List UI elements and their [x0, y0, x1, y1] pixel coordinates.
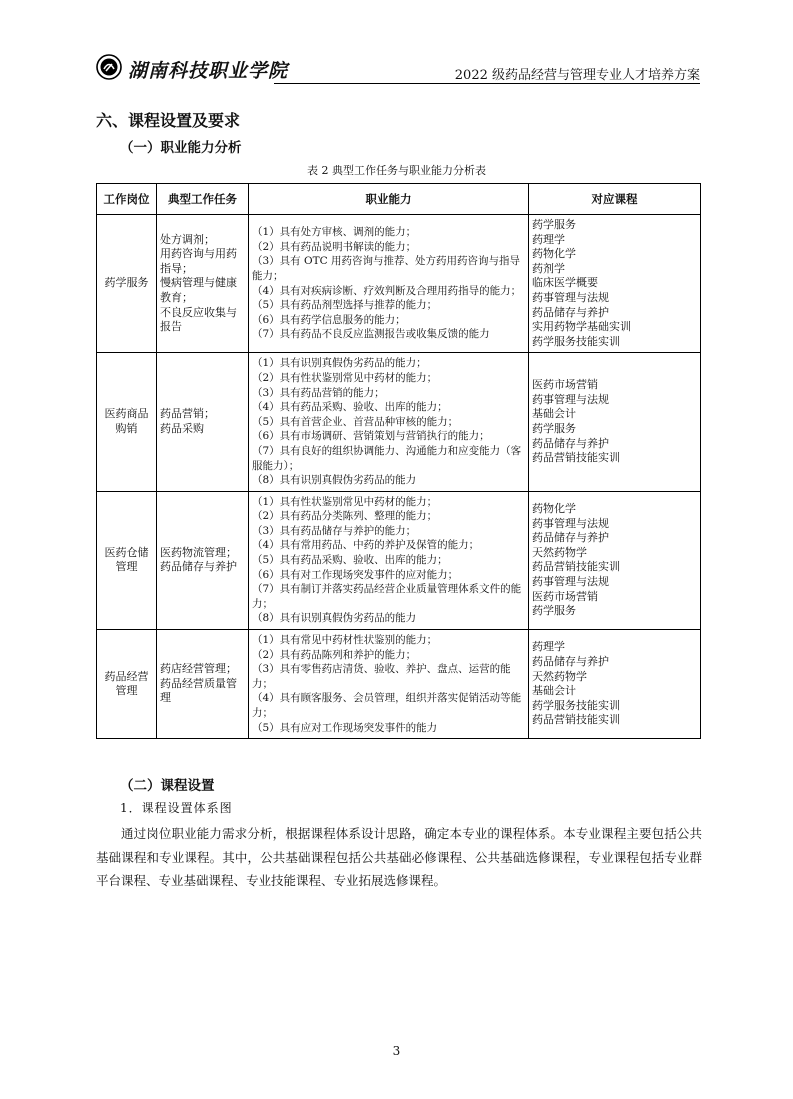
task-line: 药店经营管理； [160, 662, 237, 676]
course-line: 药事管理与法规 [532, 392, 609, 406]
cell-abilities [249, 215, 529, 353]
course-line: 药品储存与养护 [532, 654, 609, 668]
header-post: 工作岗位 [97, 184, 157, 215]
section-title: 六、课程设置及要求 [96, 111, 241, 130]
course-line: 药学服务技能实训 [532, 698, 620, 712]
course-line: 医药市场营销 [532, 378, 598, 392]
ability-line: （3）具有药品储存与养护的能力； [252, 524, 417, 537]
course-line: 药学服务技能实训 [532, 334, 620, 348]
cell-abilities [249, 630, 529, 739]
cell-courses [529, 215, 701, 353]
course-line: 药理学 [532, 232, 565, 246]
document-title: 2022 级药品经营与管理专业人才培养方案 [454, 68, 700, 83]
ability-line: （1）具有常见中药材性状鉴别的能力； [252, 634, 438, 647]
subsection-title-ability-analysis: （一）职业能力分析 [120, 140, 242, 156]
ability-line: （3）具有零售药店清货、验收、养护、盘点、运营的能力； [252, 663, 511, 690]
course-line: 天然药物学 [532, 669, 587, 683]
ability-line: （2）具有药品说明书解读的能力； [252, 240, 417, 253]
ability-line: （7）具有良好的组织协调能力、沟通能力和应变能力（客服能力）； [252, 444, 522, 472]
header-courses: 对应课程 [529, 184, 701, 215]
ability-line: （2）具有性状鉴别常见中药材的能力； [252, 371, 438, 384]
cell-tasks [157, 491, 249, 629]
header-abilities: 职业能力 [249, 184, 529, 215]
ability-line: （5）具有首营企业、首营品种审核的能力； [252, 415, 459, 428]
cell-post: 医药仓储管理 [97, 491, 157, 629]
cell-post: 药品经营管理 [97, 630, 157, 739]
task-line: 药品营销； [160, 407, 215, 421]
subsection-title-course-setup: （二）课程设置 [120, 778, 215, 794]
cell-tasks [157, 630, 249, 739]
page-number: 3 [392, 1044, 401, 1058]
ability-line: （5）具有药品剂型选择与推荐的能力； [252, 299, 438, 312]
header-tasks: 典型工作任务 [157, 184, 249, 215]
cell-courses [529, 630, 701, 739]
course-line: 临床医学概要 [532, 276, 598, 290]
task-line: 处方调剂； [160, 232, 215, 246]
ability-line: （6）具有市场调研、营销策划与营销执行的能力； [252, 430, 490, 443]
course-line: 药品储存与养护 [532, 436, 609, 450]
cell-abilities [249, 491, 529, 629]
ability-line: （1）具有性状鉴别常见中药材的能力； [252, 495, 438, 508]
table-body [97, 215, 701, 739]
subsubsection-title-course-system: 1．课程设置体系图 [120, 801, 233, 815]
header-rule [274, 83, 700, 84]
cell-courses [529, 491, 701, 629]
ability-line: （7）具有药品不良反应监测报告或收集反馈的能力 [252, 328, 490, 341]
course-line: 药学服务 [532, 604, 576, 618]
task-line: 用药咨询与用药指导； [160, 247, 237, 275]
course-line: 药品营销技能实训 [532, 713, 620, 727]
course-line: 药学服务 [532, 218, 576, 231]
ability-line: （2）具有药品分类陈列、整理的能力； [252, 510, 438, 523]
school-logo-icon [96, 54, 122, 80]
ability-line: （4）具有对疾病诊断、疗效判断及合理用药指导的能力； [252, 284, 522, 297]
ability-line: （5）具有药品采购、验收、出库的能力； [252, 554, 448, 567]
course-line: 药品营销技能实训 [532, 451, 620, 465]
course-line: 药理学 [532, 640, 565, 654]
cell-post: 药学服务 [97, 215, 157, 353]
cell-tasks [157, 353, 249, 491]
course-line: 实用药物学基础实训 [532, 320, 631, 334]
ability-line: （8）具有识别真假伪劣药品的能力 [252, 612, 417, 625]
table-header-row [97, 184, 701, 215]
school-brand-name: 湖南科技职业学院 [128, 60, 289, 82]
cell-courses [529, 353, 701, 491]
page-header [96, 52, 700, 86]
ability-line: （3）具有药品营销的能力； [252, 386, 385, 399]
task-line: 不良反应收集与报告 [160, 305, 237, 334]
course-line: 药品储存与养护 [532, 531, 609, 545]
table-row [97, 630, 701, 739]
course-line: 医药市场营销 [532, 589, 598, 603]
cell-post: 医药商品购销 [97, 353, 157, 491]
course-line: 药品储存与养护 [532, 305, 609, 319]
ability-line: （8）具有识别真假伪劣药品的能力 [252, 474, 417, 487]
table-row [97, 353, 701, 491]
ability-line: （1）具有处方审核、调剂的能力； [252, 226, 417, 239]
course-line: 药物化学 [532, 501, 576, 515]
task-line: 药品采购 [160, 422, 204, 436]
task-line: 药品储存与养护 [160, 560, 237, 574]
table-row [97, 491, 701, 629]
task-line: 药品经营质量管理 [160, 676, 237, 705]
table-caption: 表 2 典型工作任务与职业能力分析表 [307, 164, 486, 177]
ability-line: （6）具有药学信息服务的能力； [252, 313, 406, 326]
course-line: 药事管理与法规 [532, 574, 609, 588]
course-line: 药剂学 [532, 261, 565, 275]
ability-line: （4）具有药品采购、验收、出库的能力； [252, 401, 448, 414]
course-line: 药事管理与法规 [532, 290, 609, 304]
course-line: 药事管理与法规 [532, 516, 609, 530]
task-line: 医药物流管理； [160, 545, 237, 559]
ability-line: （5）具有应对工作现场突发事件的能力 [252, 721, 438, 734]
ability-line: （7）具有制订并落实药品经营企业质量管理体系文件的能力； [252, 583, 522, 610]
course-line: 药学服务 [532, 422, 576, 436]
ability-line: （3）具有 OTC 用药咨询与推荐、处方药用药咨询与指导能力； [252, 255, 521, 283]
ability-line: （2）具有药品陈列和养护的能力； [252, 648, 417, 661]
ability-line: （6）具有对工作现场突发事件的应对能力； [252, 568, 459, 581]
table-row [97, 215, 701, 353]
ability-line: （1）具有识别真假伪劣药品的能力； [252, 357, 427, 370]
cell-abilities [249, 353, 529, 491]
ability-line: （4）具有常用药品、中药的养护及保管的能力； [252, 539, 480, 552]
course-line: 基础会计 [532, 407, 576, 421]
cell-tasks [157, 215, 249, 353]
body-paragraph: 通过岗位职业能力需求分析，根据课程体系设计思路，确定本专业的课程体系。本专业课程主要包括公共基础课程和专业课程。其中，公共基础课程包括公共基础必修课程、公共基础选修课程，专业课程包括专业群平台课程、专业基础课程、专业技能课程、专业拓展选修课程。 [96, 826, 702, 888]
course-line: 药物化学 [532, 247, 576, 261]
task-line: 慢病管理与健康教育； [160, 276, 237, 304]
ability-line: （4）具有顾客服务、会员管理，组织并落实促销活动等能力； [252, 692, 522, 719]
course-line: 天然药物学 [532, 545, 587, 559]
course-line: 药品营销技能实训 [532, 560, 620, 574]
ability-analysis-table [96, 183, 701, 739]
course-line: 基础会计 [532, 684, 576, 698]
